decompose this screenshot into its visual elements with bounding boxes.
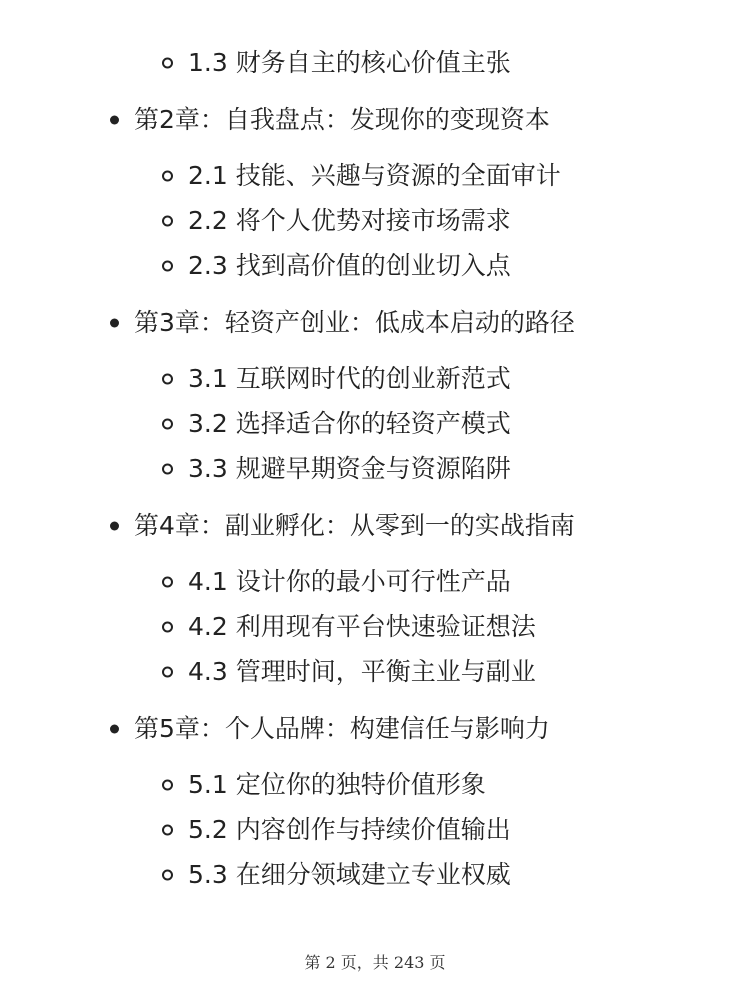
toc-chapter-3 (0, 308, 750, 338)
toc-section-2-3 (0, 251, 750, 281)
disc-bullet-icon (110, 116, 119, 125)
circle-bullet-icon (162, 667, 173, 678)
table-of-contents (0, 48, 750, 905)
page-number-footer: 第 2 页，共 243 页 (304, 953, 446, 972)
toc-section-3-3 (0, 454, 750, 484)
circle-bullet-icon (162, 780, 173, 791)
toc-section-4-2 (0, 612, 750, 642)
disc-bullet-icon (110, 725, 119, 734)
toc-section-label: 1.3 财务自主的核心价值主张 (188, 48, 511, 77)
toc-section-4-3 (0, 657, 750, 687)
toc-chapter-5 (0, 714, 750, 744)
circle-bullet-icon (162, 58, 173, 69)
toc-section-label: 4.3 管理时间，平衡主业与副业 (188, 657, 536, 686)
toc-section-label: 2.2 将个人优势对接市场需求 (188, 206, 511, 235)
toc-section-label: 5.3 在细分领域建立专业权威 (188, 860, 511, 889)
circle-bullet-icon (162, 419, 173, 430)
toc-chapter-label: 第5章：个人品牌：构建信任与影响力 (134, 714, 550, 743)
toc-section-label: 3.3 规避早期资金与资源陷阱 (188, 454, 511, 483)
toc-section-1-3 (0, 48, 750, 78)
toc-section-label: 4.1 设计你的最小可行性产品 (188, 567, 511, 596)
circle-bullet-icon (162, 464, 173, 475)
circle-bullet-icon (162, 870, 173, 881)
toc-section-label: 2.3 找到高价值的创业切入点 (188, 251, 511, 280)
toc-section-3-2 (0, 409, 750, 439)
circle-bullet-icon (162, 622, 173, 633)
circle-bullet-icon (162, 216, 173, 227)
toc-chapter-label: 第2章：自我盘点：发现你的变现资本 (134, 105, 550, 134)
toc-section-label: 2.1 技能、兴趣与资源的全面审计 (188, 161, 561, 190)
toc-section-label: 4.2 利用现有平台快速验证想法 (188, 612, 536, 641)
disc-bullet-icon (110, 319, 119, 328)
toc-chapter-label: 第4章：副业孵化：从零到一的实战指南 (134, 511, 575, 540)
circle-bullet-icon (162, 577, 173, 588)
circle-bullet-icon (162, 825, 173, 836)
toc-section-5-1 (0, 770, 750, 800)
toc-section-label: 3.2 选择适合你的轻资产模式 (188, 409, 511, 438)
circle-bullet-icon (162, 171, 173, 182)
circle-bullet-icon (162, 261, 173, 272)
circle-bullet-icon (162, 374, 173, 385)
toc-section-label: 5.2 内容创作与持续价值输出 (188, 815, 511, 844)
toc-chapter-label: 第3章：轻资产创业：低成本启动的路径 (134, 308, 575, 337)
toc-section-2-2 (0, 206, 750, 236)
toc-section-5-3 (0, 860, 750, 890)
toc-section-5-2 (0, 815, 750, 845)
toc-chapter-4 (0, 511, 750, 541)
toc-section-label: 3.1 互联网时代的创业新范式 (188, 364, 511, 393)
toc-section-4-1 (0, 567, 750, 597)
toc-section-label: 5.1 定位你的独特价值形象 (188, 770, 486, 799)
disc-bullet-icon (110, 522, 119, 531)
toc-section-2-1 (0, 161, 750, 191)
toc-section-3-1 (0, 364, 750, 394)
toc-chapter-2 (0, 105, 750, 135)
